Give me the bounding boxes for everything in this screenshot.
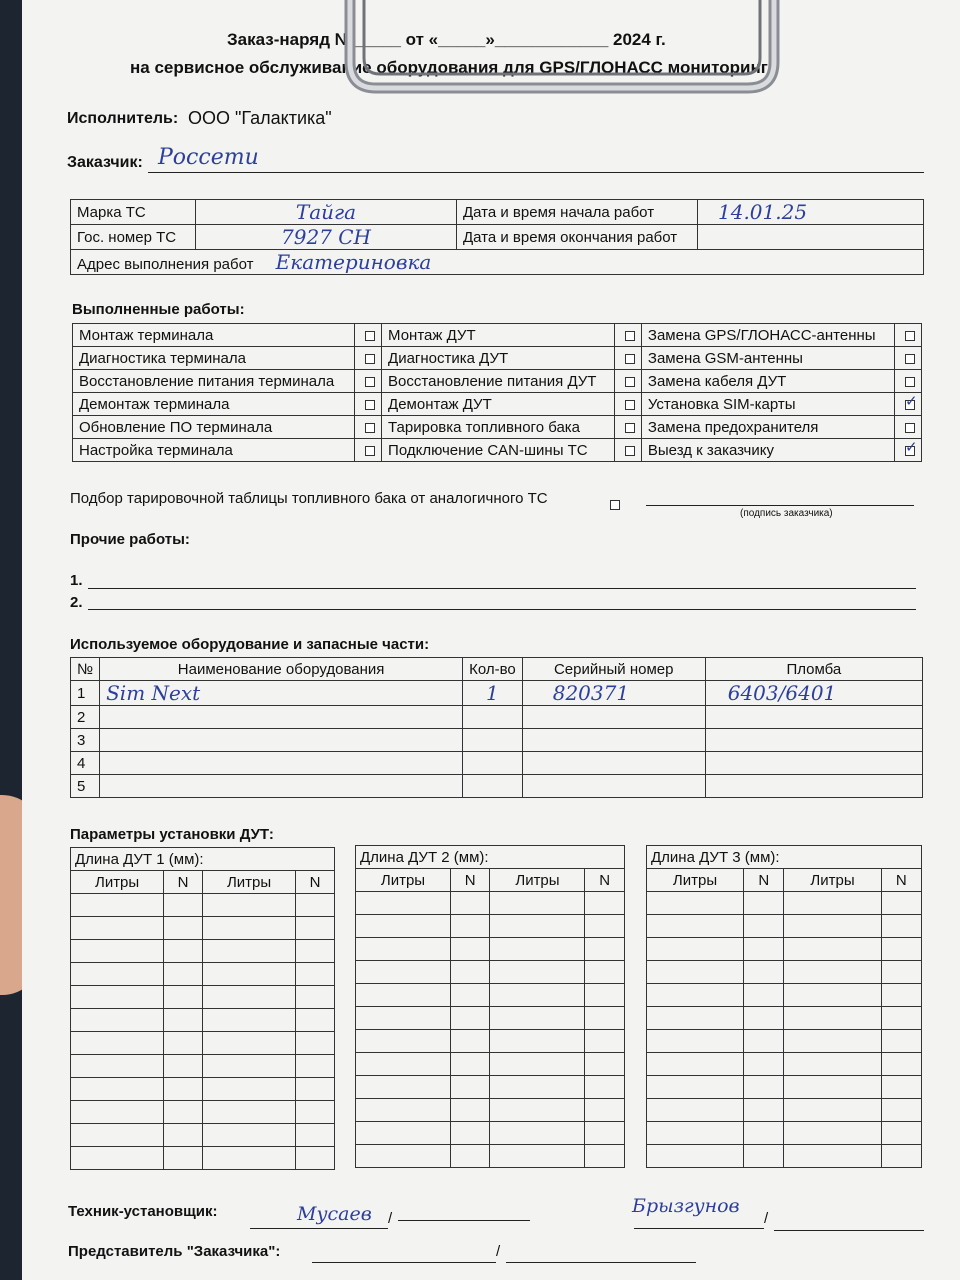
dut-row	[71, 1101, 335, 1124]
dut-row	[647, 892, 922, 915]
works-row	[73, 324, 922, 347]
work-checkbox-cell	[355, 439, 382, 462]
equipment-header-no: №	[71, 658, 100, 681]
technician-signature-1: Мусаев	[297, 1203, 372, 1225]
equipment-row	[71, 706, 923, 729]
technician-signature-line-2	[634, 1228, 764, 1229]
dut-row	[647, 961, 922, 984]
dut-col-liters: Литры	[202, 871, 295, 894]
calibration-label: Подбор тарировочной таблицы топливного бака от аналогичного ТС	[70, 490, 548, 507]
equipment-qty	[463, 729, 523, 752]
equipment-header-serial: Серийный номер	[522, 658, 705, 681]
dut-row	[71, 917, 335, 940]
dut-row	[71, 1078, 335, 1101]
work-item: Подключение CAN-шины ТС	[382, 439, 615, 462]
dut-row	[647, 1053, 922, 1076]
customer-underline	[148, 172, 924, 173]
address-label: Адрес выполнения работ	[77, 256, 254, 273]
work-item: Восстановление питания ДУТ	[382, 370, 615, 393]
work-item: Замена кабеля ДУТ	[641, 370, 894, 393]
works-row	[73, 416, 922, 439]
dut-row	[356, 984, 625, 1007]
customer-rep-label: Представитель "Заказчика":	[68, 1243, 281, 1260]
title-line-2: на сервисное обслуживание оборудования для GPS/ГЛОНАСС мониторинга	[130, 58, 778, 77]
work-item: Монтаж ДУТ	[382, 324, 615, 347]
dut-row	[647, 1122, 922, 1145]
dut-row	[71, 986, 335, 1009]
brand-handwritten: Тайга	[295, 200, 357, 224]
works-row	[73, 393, 922, 416]
work-checkbox-cell	[355, 324, 382, 347]
work-checkbox[interactable]	[625, 377, 635, 387]
dut-col-liters: Литры	[784, 869, 881, 892]
dut-row	[356, 915, 625, 938]
dut-row	[356, 1030, 625, 1053]
equipment-title: Используемое оборудование и запасные части:	[70, 636, 430, 653]
work-checkbox-cell	[895, 393, 922, 416]
dut-row	[356, 1122, 625, 1145]
equipment-row	[71, 752, 923, 775]
dut-col-n: N	[450, 869, 490, 892]
work-checkbox-cell	[614, 370, 641, 393]
dut-row	[647, 984, 922, 1007]
customer-rep-line-1	[312, 1262, 496, 1263]
dut-col-liters: Литры	[647, 869, 744, 892]
dut-row	[356, 1007, 625, 1030]
work-checkbox[interactable]	[905, 446, 915, 456]
dut-block-2	[355, 845, 625, 1168]
address-cell-rest	[457, 250, 924, 275]
work-checkbox[interactable]	[905, 331, 915, 341]
work-checkbox[interactable]	[905, 400, 915, 410]
dut-row	[71, 1032, 335, 1055]
dut-row	[71, 1147, 335, 1170]
brand-label: Марка ТС	[71, 200, 196, 225]
equipment-name-handwritten: Sim Next	[106, 681, 201, 705]
equipment-no: 2	[71, 706, 100, 729]
other-work-2-line	[88, 609, 916, 610]
dut-col-n: N	[296, 871, 335, 894]
plate-value	[196, 225, 457, 250]
equipment-no: 1	[71, 681, 100, 706]
work-item: Восстановление питания терминала	[73, 370, 355, 393]
work-checkbox[interactable]	[625, 446, 635, 456]
equipment-qty-handwritten: 1	[486, 681, 499, 705]
dut-row	[647, 938, 922, 961]
equipment-serial	[522, 775, 705, 798]
equipment-serial	[522, 729, 705, 752]
equipment-no: 4	[71, 752, 100, 775]
equipment-qty	[463, 775, 523, 798]
dut-title: Параметры установки ДУТ:	[70, 826, 274, 843]
customer-label: Заказчик:	[67, 154, 143, 171]
start-label: Дата и время начала работ	[457, 200, 698, 225]
work-item: Установка SIM-карты	[641, 393, 894, 416]
equipment-serial	[522, 706, 705, 729]
dut-col-n: N	[585, 869, 625, 892]
work-checkbox-cell	[355, 416, 382, 439]
works-row	[73, 347, 922, 370]
technician-name-line-1	[398, 1220, 530, 1221]
work-checkbox-cell	[895, 439, 922, 462]
work-item: Замена GSM-антенны	[641, 347, 894, 370]
other-work-2-number: 2.	[70, 594, 83, 611]
work-item: Диагностика ДУТ	[382, 347, 615, 370]
works-table	[72, 323, 922, 462]
equipment-header-seal: Пломба	[705, 658, 922, 681]
dut-block-3	[646, 845, 922, 1168]
work-checkbox[interactable]	[365, 446, 375, 456]
equipment-seal	[705, 775, 922, 798]
other-works-title: Прочие работы:	[70, 531, 190, 548]
work-checkbox[interactable]	[365, 354, 375, 364]
slash-3: /	[496, 1243, 501, 1260]
title-line-1: Заказ-наряд №_____ от «_____»____________ 2024 г.	[227, 30, 666, 49]
dut-1-title: Длина ДУТ 1 (мм):	[71, 848, 335, 871]
works-row	[73, 439, 922, 462]
customer-rep-line-2	[506, 1262, 696, 1263]
dut-row	[356, 1099, 625, 1122]
equipment-qty	[463, 681, 523, 706]
work-checkbox-cell	[614, 393, 641, 416]
work-checkbox-cell	[355, 370, 382, 393]
work-item: Замена GPS/ГЛОНАСС-антенны	[641, 324, 894, 347]
dut-row	[647, 1145, 922, 1168]
dut-row	[71, 940, 335, 963]
work-checkbox[interactable]	[905, 423, 915, 433]
dut-row	[356, 1053, 625, 1076]
dut-row	[356, 961, 625, 984]
dut-row	[71, 1055, 335, 1078]
work-checkbox-cell	[895, 370, 922, 393]
work-checkbox-cell	[895, 324, 922, 347]
work-item: Обновление ПО терминала	[73, 416, 355, 439]
dut-row	[647, 1099, 922, 1122]
equipment-row	[71, 681, 923, 706]
equipment-seal-handwritten: 6403/6401	[727, 681, 837, 705]
work-checkbox[interactable]	[365, 331, 375, 341]
equipment-qty	[463, 706, 523, 729]
technician-signature-2: Брызгунов	[632, 1195, 740, 1217]
dut-row	[356, 938, 625, 961]
work-checkbox[interactable]	[905, 377, 915, 387]
end-label: Дата и время окончания работ	[457, 225, 698, 250]
other-work-1-line	[88, 588, 916, 589]
equipment-header-qty: Кол-во	[463, 658, 523, 681]
work-checkbox[interactable]	[625, 354, 635, 364]
equipment-no: 5	[71, 775, 100, 798]
dut-col-liters: Литры	[356, 869, 451, 892]
equipment-serial-handwritten: 820371	[552, 681, 630, 705]
dut-row	[71, 963, 335, 986]
equipment-name	[100, 775, 463, 798]
work-item: Демонтаж ДУТ	[382, 393, 615, 416]
dut-3-title: Длина ДУТ 3 (мм):	[647, 846, 922, 869]
work-order-sheet	[22, 0, 960, 1280]
work-checkbox-cell	[614, 439, 641, 462]
vehicle-table	[70, 199, 924, 275]
work-checkbox-cell	[895, 347, 922, 370]
work-item: Выезд к заказчику	[641, 439, 894, 462]
dut-2-title: Длина ДУТ 2 (мм):	[356, 846, 625, 869]
end-value	[698, 225, 924, 250]
dut-row	[356, 892, 625, 915]
equipment-serial	[522, 752, 705, 775]
equipment-seal	[705, 681, 922, 706]
equipment-no: 3	[71, 729, 100, 752]
work-item: Настройка терминала	[73, 439, 355, 462]
work-item: Тарировка топливного бака	[382, 416, 615, 439]
dut-row	[356, 1145, 625, 1168]
signature-caption: (подпись заказчика)	[740, 508, 833, 519]
dut-col-n: N	[744, 869, 784, 892]
dut-row	[71, 894, 335, 917]
address-handwritten: Екатериновка	[275, 250, 432, 274]
technician-name-line-2	[774, 1230, 924, 1231]
customer-handwritten: Россети	[158, 145, 259, 170]
equipment-table	[70, 657, 923, 798]
equipment-seal	[705, 706, 922, 729]
equipment-qty	[463, 752, 523, 775]
executor-value: ООО "Галактика"	[188, 108, 332, 128]
start-value	[698, 200, 924, 225]
work-checkbox-cell	[355, 347, 382, 370]
work-item: Диагностика терминала	[73, 347, 355, 370]
dut-col-liters: Литры	[71, 871, 164, 894]
slash-1: /	[388, 1210, 393, 1227]
equipment-seal	[705, 752, 922, 775]
works-title: Выполненные работы:	[72, 301, 245, 318]
technician-signature-line-1	[250, 1228, 388, 1229]
equipment-seal	[705, 729, 922, 752]
address-cell	[71, 250, 457, 275]
dut-row	[647, 915, 922, 938]
plate-handwritten: 7927 СН	[281, 225, 371, 249]
dut-row	[356, 1076, 625, 1099]
works-row	[73, 370, 922, 393]
dut-row	[647, 1007, 922, 1030]
work-checkbox[interactable]	[365, 423, 375, 433]
customer-signature-line	[646, 505, 914, 506]
slash-2: /	[764, 1210, 769, 1227]
dut-col-n: N	[881, 869, 921, 892]
brand-value	[196, 200, 457, 225]
equipment-name	[100, 681, 463, 706]
work-checkbox[interactable]	[905, 354, 915, 364]
equipment-header-name: Наименование оборудования	[100, 658, 463, 681]
other-work-1-number: 1.	[70, 572, 83, 589]
dut-block-1	[70, 847, 335, 1170]
work-checkbox[interactable]	[365, 400, 375, 410]
dut-col-n: N	[164, 871, 203, 894]
work-checkbox[interactable]	[365, 377, 375, 387]
equipment-name	[100, 706, 463, 729]
executor-label: Исполнитель:	[67, 110, 179, 127]
dut-col-liters: Литры	[490, 869, 585, 892]
work-checkbox-cell	[614, 416, 641, 439]
work-item: Демонтаж терминала	[73, 393, 355, 416]
dut-row	[71, 1009, 335, 1032]
calibration-checkbox[interactable]	[610, 500, 620, 510]
equipment-row	[71, 775, 923, 798]
equipment-serial	[522, 681, 705, 706]
dut-row	[647, 1030, 922, 1053]
work-checkbox-cell	[614, 347, 641, 370]
work-item: Монтаж терминала	[73, 324, 355, 347]
technician-label: Техник-установщик:	[68, 1203, 218, 1220]
work-checkbox[interactable]	[625, 331, 635, 341]
equipment-name	[100, 729, 463, 752]
work-checkbox-cell	[355, 393, 382, 416]
start-handwritten: 14.01.25	[718, 200, 808, 224]
work-checkbox[interactable]	[625, 400, 635, 410]
dut-row	[647, 1076, 922, 1099]
equipment-name	[100, 752, 463, 775]
work-checkbox[interactable]	[625, 423, 635, 433]
work-item: Замена предохранителя	[641, 416, 894, 439]
work-checkbox-cell	[895, 416, 922, 439]
plate-label: Гос. номер ТС	[71, 225, 196, 250]
equipment-row	[71, 729, 923, 752]
work-checkbox-cell	[614, 324, 641, 347]
dut-row	[71, 1124, 335, 1147]
